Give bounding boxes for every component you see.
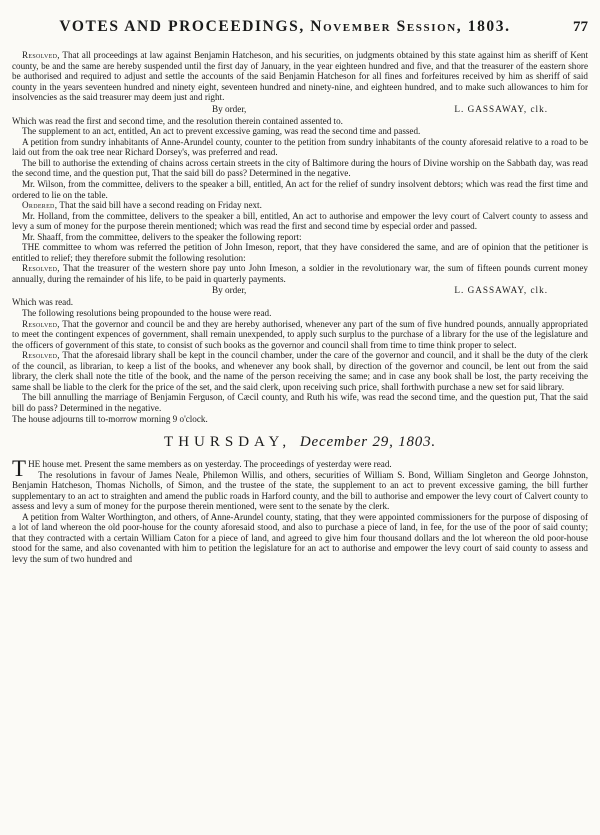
day-date: December 29, 1803. xyxy=(299,434,436,451)
page-number: 77 xyxy=(573,19,588,35)
paragraph: The bill to authorise the extending of chains across certain streets in the city of Baltimore during the hours of Divine worship on the Sabbath day, was read the second time, and the question put, That the said bill do pass? Determined in the negative. xyxy=(12,157,588,179)
paragraph-text: That the said bill have a second reading on Friday next. xyxy=(59,200,262,211)
drop-cap: T xyxy=(12,456,27,482)
paragraph: Mr. Shaaff, from the committee, delivers to the speaker the following report: xyxy=(22,231,302,242)
paragraph: The resolutions in favour of James Neale, Philemon Willis, and others, securities of William S. Bond, William Singleton and George Johnston, Benjamin Hatcheson, Thomas Nicholls, of Simon, and the trustee of the state, the supplement to an act to prevent excessive gaming, the bill further supplementary to an act to straighten and amend the public roads in Harford county, and the bill to authorise and empower the levy court of Calvert county to assess and levy a sum of money for the purpose therein mentioned, were sent to the senate by the clerk. xyxy=(12,469,588,512)
adjournment: The house adjourns till to-morrow morning 9 o'clock. xyxy=(12,413,208,424)
by-order: By order, xyxy=(212,285,247,296)
paragraph-text: That the governor and council be and they are hereby authorised, whenever any part of the sum of five hundred pounds, annually appropriated to meet the contingent expences of government, shall remain unexpended, to apply such surplus to the purchase of a library for the use of the legislature and the officers of government of this state, to consist of such books as the governor and council shall from time to time think proper to select. xyxy=(12,318,588,350)
resolution-hatcheson xyxy=(12,50,588,103)
paragraph: A petition from Walter Worthington, and others, of Anne-Arundel county, stating, that they were appointed commissioners for the purpose of disposing of a lot of land whereon the old poor-house for the county aforesaid stood, and also to purchase a piece of land, in fee, for the use of the poor of said county; that they contracted with a certain William Caton for a piece of land, and agreed to give him four thousand dollars and the lot whereon the old poor-house stood for the same, and also covenanted with him to petition the legislature for an act to authorise and empower the levy court of said county to assess and levy the sum of two hundred and xyxy=(12,511,588,564)
paragraph-text: That all proceedings at law against Benjamin Hatcheson, and his securities, on judgments obtained by this state against him as sheriff of Kent county, be and the same are hereby suspended until the first day of January, in the year eighteen hundred and five, and that the treasurer of the eastern shore be authorised and required to adjust and settle the accounts of the said Benjamin Hatcheson for all fines and forfeitures received by him as sheriff of said county in the years seventeen hundred and ninety eight, seventeen hundred and ninety-nine, and eighteen hundred, and to make such allowances to him for insolvencies as the said treasurer may deem just and right. xyxy=(12,50,589,103)
ordered-paragraph xyxy=(12,200,588,211)
ordered-lead: Ordered, xyxy=(22,200,58,211)
resolved-lead: Resolved, xyxy=(22,263,60,274)
paragraph: The supplement to an act, entitled, An act to prevent excessive gaming, was read the second time and passed. xyxy=(22,126,421,137)
resolved-lead: Resolved, xyxy=(22,318,60,329)
day-title: THURSDAY, xyxy=(164,434,292,451)
signature-block xyxy=(12,285,588,296)
paragraph: Which was read the first and second time, and the resolution therein contained assented to. xyxy=(12,115,343,126)
paragraph: A petition from sundry inhabitants of Anne-Arundel county, counter to the petition from sundry inhabitants of the county aforesaid relative to a road to be laid out from the oak tree near Richard Dorsey's, was preferred and read. xyxy=(12,136,588,158)
paragraph-text: That the treasurer of the western shore pay unto John Imeson, a soldier in the revolutionary war, the sum of fifteen pounds current money annually, during the remainder of his life, to be paid in quarterly payments. xyxy=(12,263,588,284)
resolution-imeson xyxy=(12,263,588,284)
resolved-lead: Resolved, xyxy=(22,350,60,361)
by-order: By order, xyxy=(212,103,247,114)
clerk-name: L. GASSAWAY, clk. xyxy=(454,285,548,296)
resolution-library xyxy=(12,319,588,351)
house-met xyxy=(12,456,588,482)
day-heading xyxy=(12,434,588,451)
paragraph-text: That the aforesaid library shall be kept in the council chamber, under the care of the governor and council, and it shall be the duty of the clerk of the council, as librarian, to keep a list of the books, and whenever any book shall, by direction of the governor and council, be lent out from the said library, the clerk shall note the title of the book, and the name of the person receiving the same; and in case any book shall be lost, the party receiving the same shall be liable to the clerk for the price of the set, and the said clerk, upon receiving such price, shall forthwith purchase a new set for said library. xyxy=(12,350,588,392)
running-title: VOTES AND PROCEEDINGS, November Session, 1803. xyxy=(59,18,511,35)
paragraph: Which was read. xyxy=(12,297,74,308)
page-header xyxy=(12,18,588,40)
resolved-lead: Resolved, xyxy=(22,50,60,60)
paragraph: Mr. Wilson, from the committee, delivers to the speaker a bill, entitled, An act for the relief of sundry insolvent debtors; which was read the first time and ordered to lie on the table. xyxy=(12,179,588,200)
clerk-name: L. GASSAWAY, clk. xyxy=(454,103,548,114)
resolution-library-care xyxy=(12,350,588,392)
committee-report: THE committee to whom was referred the petition of John Imeson, report, that they have considered the same, and are of opinion that the petitioner is entitled to relief; they therefore submit the following resolution: xyxy=(12,242,588,263)
page-body xyxy=(12,50,588,565)
paragraph: The bill annulling the marriage of Benjamin Ferguson, of Cæcil county, and Ruth his wife, was read the second time, and the question put, That the said bill do pass? Determined in the negative. xyxy=(12,392,588,413)
paragraph-text: HE house met. Present the same members as on yesterday. The proceedings of yesterday were read. xyxy=(28,459,392,470)
paragraph: Mr. Holland, from the committee, delivers to the speaker a bill, entitled, An act to authorise and empower the levy court of Calvert county to assess and levy a sum of money for the purpose therein mentioned; which was read the first and second time by especial order and passed. xyxy=(12,210,588,232)
paragraph: The following resolutions being propounded to the house were read. xyxy=(22,308,272,319)
signature-block xyxy=(12,104,588,115)
